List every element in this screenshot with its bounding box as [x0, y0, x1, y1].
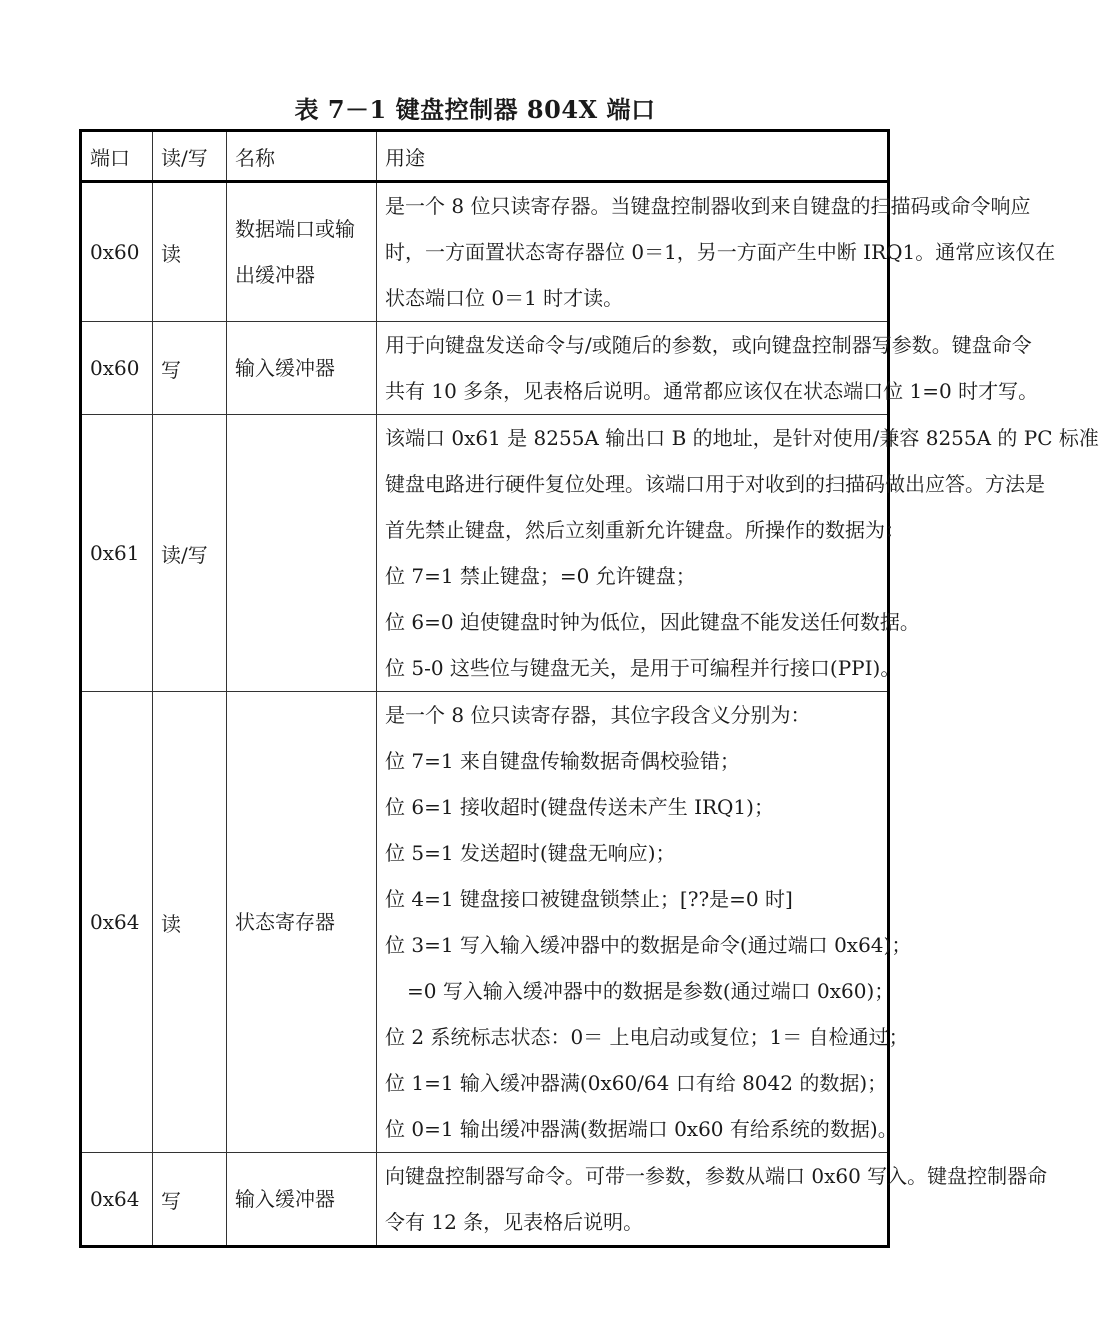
usage-line: 该端口 0x61 是 8255A 输出口 B 的地址，是针对使用/兼容 8255A 的 PC 标准	[385, 426, 1099, 450]
usage-line: 用于向键盘发送命令与/或随后的参数，或向键盘控制器写参数。键盘命令	[385, 333, 1032, 357]
usage-line: 向键盘控制器写命令。可带一参数，参数从端口 0x60 写入。键盘控制器命	[385, 1164, 1048, 1188]
cell-name: 输入缓冲器	[227, 322, 377, 415]
cell-usage	[377, 182, 1056, 322]
cell-port: 0x64	[81, 1153, 153, 1247]
usage-line: 位 7=1 来自键盘传输数据奇偶校验错；	[385, 749, 740, 773]
header-usage: 用途	[377, 131, 889, 182]
table-row	[81, 322, 889, 415]
cell-name: 输入缓冲器	[227, 1153, 377, 1247]
cell-port: 0x61	[81, 415, 153, 692]
cell-rw: 读/写	[153, 415, 227, 692]
cell-port: 0x60	[81, 182, 153, 322]
usage-line: 是一个 8 位只读寄存器。当键盘控制器收到来自键盘的扫描码或命令响应	[385, 194, 1031, 218]
usage-line: 令有 12 条，见表格后说明。	[385, 1210, 644, 1234]
cell-rw: 读	[153, 182, 227, 322]
cell-rw: 写	[153, 1153, 227, 1247]
usage-line: =0 写入输入缓冲器中的数据是参数(通过端口 0x60)；	[407, 979, 895, 1003]
usage-line: 位 6=0 迫使键盘时钟为低位，因此键盘不能发送任何数据。	[385, 610, 920, 634]
usage-line: 位 1=1 输入缓冲器满(0x60/64 口有给 8042 的数据)；	[385, 1071, 888, 1095]
usage-line: 位 5-0 这些位与键盘无关，是用于可编程并行接口(PPI)。	[385, 656, 901, 680]
usage-line: 位 5=1 发送超时(键盘无响应)；	[385, 841, 676, 865]
usage-line: 状态端口位 0＝1 时才读。	[385, 286, 624, 310]
usage-line: 位 0=1 输出缓冲器满(数据端口 0x60 有给系统的数据)。	[385, 1117, 898, 1141]
cell-name	[227, 415, 377, 692]
cell-rw: 读	[153, 692, 227, 1153]
cell-name: 状态寄存器	[227, 692, 377, 1153]
cell-usage	[377, 1153, 1048, 1247]
usage-line: 位 2 系统标志状态：0＝ 上电启动或复位；1＝ 自检通过；	[385, 1025, 909, 1049]
header-port: 端口	[81, 131, 153, 182]
usage-line: 是一个 8 位只读寄存器，其位字段含义分别为：	[385, 703, 811, 727]
usage-line: 位 7=1 禁止键盘；=0 允许键盘；	[385, 564, 696, 588]
table-row	[81, 415, 889, 692]
usage-line: 共有 10 多条，见表格后说明。通常都应该仅在状态端口位 1=0 时才写。	[385, 379, 1039, 403]
table-row	[81, 692, 889, 1153]
cell-usage	[377, 692, 912, 1153]
usage-line: 位 6=1 接收超时(键盘传送未产生 IRQ1)；	[385, 795, 774, 819]
port-table	[79, 129, 1099, 1248]
table-row	[81, 1153, 889, 1247]
cell-usage	[377, 415, 1099, 692]
usage-line: 键盘电路进行硬件复位处理。该端口用于对收到的扫描码做出应答。方法是	[385, 472, 1045, 496]
usage-line: 位 4=1 键盘接口被键盘锁禁止；[??是=0 时]	[385, 887, 793, 911]
usage-line: 位 3=1 写入输入缓冲器中的数据是命令(通过端口 0x64)；	[385, 933, 912, 957]
usage-line: 首先禁止键盘，然后立刻重新允许键盘。所操作的数据为：	[385, 518, 905, 542]
usage-line: 时，一方面置状态寄存器位 0＝1，另一方面产生中断 IRQ1。通常应该仅在	[385, 240, 1056, 264]
cell-port: 0x64	[81, 692, 153, 1153]
header-rw: 读/写	[153, 131, 227, 182]
cell-port: 0x60	[81, 322, 153, 415]
table-header-row	[81, 131, 889, 182]
cell-name: 数据端口或输出缓冲器	[227, 182, 377, 322]
table-row	[81, 182, 889, 322]
cell-usage	[377, 322, 1039, 415]
header-name: 名称	[227, 131, 377, 182]
table-title: 表 7－1 键盘控制器 804X 端口	[294, 95, 656, 124]
cell-rw: 写	[153, 322, 227, 415]
